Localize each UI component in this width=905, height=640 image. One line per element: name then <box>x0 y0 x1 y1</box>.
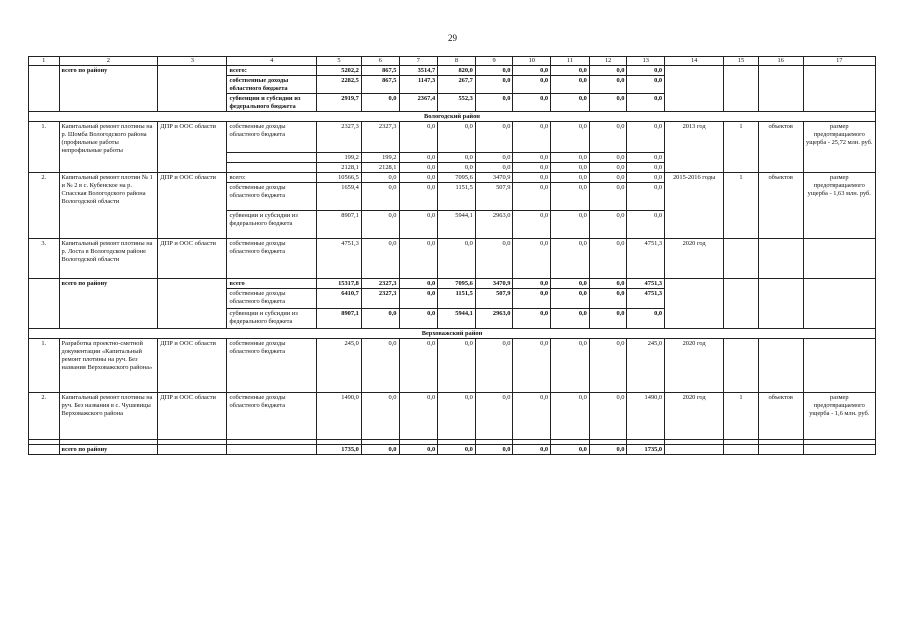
value-cell: 0,0 <box>627 153 665 163</box>
value-cell: 0,0 <box>551 309 590 329</box>
value-cell: 2327,3 <box>361 289 399 309</box>
value-cell: 0,0 <box>551 339 590 393</box>
value-cell: 15317,8 <box>317 279 362 289</box>
column-header-row <box>29 57 876 66</box>
value-cell: 0,0 <box>513 122 551 153</box>
value-cell: 0,0 <box>475 445 513 455</box>
value-cell: 1735,0 <box>317 445 362 455</box>
funding-source: субвенции и субсидии из федерального бюджета <box>227 94 317 112</box>
value-cell: 552,3 <box>438 94 476 112</box>
value-cell: 8907,1 <box>317 309 362 329</box>
value-cell: 0,0 <box>513 183 551 211</box>
value-cell: 0,0 <box>399 309 438 329</box>
value-cell: 0,0 <box>399 163 438 173</box>
executor: ДПР и ООС области <box>158 239 227 279</box>
value-cell: 2367,4 <box>399 94 438 112</box>
column-header: 8 <box>438 57 476 66</box>
value-cell: 1490,0 <box>317 393 362 440</box>
value-cell: 0,0 <box>361 445 399 455</box>
value-cell: 0,0 <box>475 94 513 112</box>
result-cell: размер предотвращаемого ущерба - 25,72 млн. руб. <box>803 122 875 173</box>
district-total-label: всего по району <box>59 279 158 329</box>
value-cell: 0,0 <box>551 94 590 112</box>
value-cell: 4751,3 <box>627 239 665 279</box>
value-cell: 0,0 <box>438 163 476 173</box>
value-cell: 10566,5 <box>317 173 362 183</box>
value-cell: 0,0 <box>438 239 476 279</box>
value-cell: 0,0 <box>589 279 627 289</box>
value-cell: 0,0 <box>589 445 627 455</box>
value-cell: 0,0 <box>513 173 551 183</box>
activity-name: Капитальный ремонт плотины на р. Шомба Вологодского района (профильные работы непрофильные работы <box>59 122 158 173</box>
activity-name: Капитальный ремонт плотин № 1 и № 2 в с. Кубенское на р. Спасская Вологодского района Вологодской области <box>59 173 158 239</box>
value-cell: 0,0 <box>627 163 665 173</box>
value-cell: 0,0 <box>475 163 513 173</box>
value-cell: 0,0 <box>361 183 399 211</box>
column-header: 11 <box>551 57 590 66</box>
column-header: 9 <box>475 57 513 66</box>
value-cell: 0,0 <box>399 239 438 279</box>
value-cell: 0,0 <box>589 309 627 329</box>
value-cell: 0,0 <box>627 76 665 94</box>
value-cell: 0,0 <box>438 153 476 163</box>
year-cell: 2020 год <box>665 239 724 279</box>
value-cell: 0,0 <box>627 183 665 211</box>
value-cell: 2327,3 <box>361 122 399 153</box>
section-title: Верховажский район <box>29 329 876 339</box>
activity-name: Капитальный ремонт плотины на р. Лоста в Вологодском районе Вологодской области <box>59 239 158 279</box>
value-cell: 0,0 <box>627 309 665 329</box>
value-cell: 0,0 <box>589 76 627 94</box>
value-cell: 0,0 <box>589 239 627 279</box>
value-cell: 0,0 <box>475 239 513 279</box>
value-cell: 0,0 <box>551 153 590 163</box>
value-cell: 2327,3 <box>361 279 399 289</box>
activity-name: Разработка проектно-сметной документации «Капитальный ремонт плотины на руч. Без названия Верховажского района» <box>59 339 158 393</box>
executor: ДПР и ООС области <box>158 173 227 239</box>
value-cell: 867,5 <box>361 76 399 94</box>
value-cell: 0,0 <box>399 211 438 239</box>
value-cell: 0,0 <box>513 153 551 163</box>
value-cell: 0,0 <box>551 76 590 94</box>
value-cell: 0,0 <box>551 239 590 279</box>
column-header: 10 <box>513 57 551 66</box>
column-header: 4 <box>227 57 317 66</box>
funding-source: субвенции и субсидии из федерального бюджета <box>227 211 317 239</box>
value-cell: 0,0 <box>399 122 438 153</box>
value-cell: 0,0 <box>438 445 476 455</box>
value-cell: 2327,3 <box>317 122 362 153</box>
value-cell: 4751,3 <box>627 289 665 309</box>
column-header: 14 <box>665 57 724 66</box>
value-cell: 0,0 <box>399 393 438 440</box>
value-cell: 0,0 <box>551 211 590 239</box>
value-cell: 0,0 <box>361 211 399 239</box>
value-cell: 0,0 <box>551 279 590 289</box>
value-cell: 820,0 <box>438 66 476 76</box>
value-cell: 0,0 <box>475 153 513 163</box>
value-cell: 0,0 <box>513 163 551 173</box>
year-cell: 2015-2016 годы <box>665 173 724 239</box>
executor: ДПР и ООС области <box>158 339 227 393</box>
row-number: 2. <box>29 393 60 440</box>
value-cell: 5944,1 <box>438 211 476 239</box>
value-cell: 4751,3 <box>627 279 665 289</box>
value-cell: 0,0 <box>513 239 551 279</box>
activity-name: Капитальный ремонт плотины на руч. Без названия в с. Чушевицы Верховажского района <box>59 393 158 440</box>
table-row <box>29 66 876 76</box>
value-cell: 0,0 <box>475 66 513 76</box>
value-cell: 0,0 <box>551 163 590 173</box>
value-cell: 0,0 <box>361 94 399 112</box>
value-cell: 0,0 <box>513 66 551 76</box>
funding-source: собственные доходы областного бюджета <box>227 339 317 393</box>
value-cell: 0,0 <box>513 393 551 440</box>
value-cell: 0,0 <box>361 173 399 183</box>
column-header: 6 <box>361 57 399 66</box>
row-number: 2. <box>29 173 60 239</box>
value-cell: 0,0 <box>513 339 551 393</box>
value-cell: 0,0 <box>513 94 551 112</box>
count-cell: 1 <box>724 122 759 173</box>
value-cell: 0,0 <box>589 122 627 153</box>
value-cell: 0,0 <box>589 211 627 239</box>
value-cell: 0,0 <box>551 122 590 153</box>
value-cell: 2919,7 <box>317 94 362 112</box>
funding-source: собственные доходы областного бюджета <box>227 289 317 309</box>
section-header-row <box>29 112 876 122</box>
value-cell: 0,0 <box>438 339 476 393</box>
value-cell: 5202,2 <box>317 66 362 76</box>
value-cell: 2963,0 <box>475 309 513 329</box>
column-header: 12 <box>589 57 627 66</box>
table-row <box>29 339 876 393</box>
count-cell: 1 <box>724 393 759 440</box>
row-number: 1. <box>29 339 60 393</box>
value-cell: 0,0 <box>399 289 438 309</box>
table-row <box>29 239 876 279</box>
value-cell: 507,9 <box>475 289 513 309</box>
funding-source: собственные доходы областного бюджета <box>227 393 317 440</box>
table-row <box>29 173 876 183</box>
funding-source: всего: <box>227 173 317 183</box>
value-cell: 8907,1 <box>317 211 362 239</box>
value-cell: 2282,5 <box>317 76 362 94</box>
year-cell: 2020 год <box>665 393 724 440</box>
value-cell: 0,0 <box>513 76 551 94</box>
value-cell: 6410,7 <box>317 289 362 309</box>
value-cell: 0,0 <box>399 183 438 211</box>
column-header: 16 <box>758 57 803 66</box>
funding-source: субвенции и субсидии из федерального бюджета <box>227 309 317 329</box>
result-cell: размер предотвращаемого ущерба - 1,63 млн. руб. <box>803 173 875 239</box>
value-cell: 0,0 <box>551 183 590 211</box>
value-cell: 0,0 <box>589 94 627 112</box>
value-cell: 0,0 <box>361 393 399 440</box>
section-title: Вологодский район <box>29 112 876 122</box>
value-cell: 267,7 <box>438 76 476 94</box>
unit-cell: объектов <box>758 122 803 173</box>
value-cell: 0,0 <box>627 173 665 183</box>
value-cell: 0,0 <box>399 173 438 183</box>
value-cell: 199,2 <box>361 153 399 163</box>
year-cell: 2013 год <box>665 122 724 173</box>
executor: ДПР и ООС области <box>158 393 227 440</box>
funding-source: собственные доходы областного бюджета <box>227 239 317 279</box>
value-cell: 0,0 <box>475 393 513 440</box>
column-header: 13 <box>627 57 665 66</box>
executor: ДПР и ООС области <box>158 122 227 173</box>
value-cell: 0,0 <box>551 445 590 455</box>
value-cell: 2128,1 <box>317 163 362 173</box>
value-cell: 7095,6 <box>438 173 476 183</box>
value-cell: 0,0 <box>361 339 399 393</box>
value-cell: 0,0 <box>589 339 627 393</box>
value-cell: 0,0 <box>399 445 438 455</box>
value-cell: 1490,0 <box>627 393 665 440</box>
value-cell: 0,0 <box>627 94 665 112</box>
value-cell: 0,0 <box>513 211 551 239</box>
value-cell: 1147,3 <box>399 76 438 94</box>
value-cell: 0,0 <box>475 339 513 393</box>
result-cell: размер предотвращаемого ущерба - 1,6 млн. руб. <box>803 393 875 440</box>
value-cell: 245,0 <box>627 339 665 393</box>
value-cell: 0,0 <box>513 445 551 455</box>
funding-source: собственные доходы областного бюджета <box>227 122 317 153</box>
value-cell: 0,0 <box>589 289 627 309</box>
table-row <box>29 393 876 440</box>
value-cell: 2128,1 <box>361 163 399 173</box>
funding-source: всего <box>227 279 317 289</box>
value-cell: 3470,9 <box>475 173 513 183</box>
value-cell: 1735,0 <box>627 445 665 455</box>
district-total-label: всего по району <box>59 445 158 455</box>
value-cell: 0,0 <box>513 309 551 329</box>
program-table <box>28 56 876 455</box>
column-header: 7 <box>399 57 438 66</box>
value-cell: 0,0 <box>551 66 590 76</box>
value-cell: 4751,3 <box>317 239 362 279</box>
column-header: 3 <box>158 57 227 66</box>
value-cell: 2963,0 <box>475 211 513 239</box>
value-cell: 0,0 <box>361 239 399 279</box>
funding-source: собственные доходы областного бюджета <box>227 183 317 211</box>
value-cell: 5944,1 <box>438 309 476 329</box>
value-cell: 1659,4 <box>317 183 362 211</box>
value-cell: 0,0 <box>589 66 627 76</box>
value-cell: 0,0 <box>551 173 590 183</box>
value-cell: 867,5 <box>361 66 399 76</box>
funding-source: собственные доходы областного бюджета <box>227 76 317 94</box>
value-cell: 0,0 <box>438 122 476 153</box>
value-cell: 245,0 <box>317 339 362 393</box>
value-cell: 0,0 <box>551 393 590 440</box>
value-cell: 0,0 <box>589 173 627 183</box>
value-cell: 1151,5 <box>438 289 476 309</box>
value-cell: 0,0 <box>399 279 438 289</box>
row-number: 1. <box>29 122 60 173</box>
value-cell: 0,0 <box>475 76 513 94</box>
value-cell: 7095,6 <box>438 279 476 289</box>
value-cell: 0,0 <box>513 289 551 309</box>
row-number: 3. <box>29 239 60 279</box>
value-cell: 0,0 <box>627 122 665 153</box>
table-row <box>29 122 876 153</box>
value-cell: 3470,9 <box>475 279 513 289</box>
value-cell: 1151,5 <box>438 183 476 211</box>
page-number: 29 <box>448 33 457 43</box>
column-header: 1 <box>29 57 60 66</box>
value-cell: 0,0 <box>551 289 590 309</box>
value-cell: 0,0 <box>627 66 665 76</box>
value-cell: 0,0 <box>589 393 627 440</box>
unit-cell: объектов <box>758 173 803 239</box>
column-header: 15 <box>724 57 759 66</box>
column-header: 5 <box>317 57 362 66</box>
value-cell: 199,2 <box>317 153 362 163</box>
column-header: 17 <box>803 57 875 66</box>
value-cell: 0,0 <box>399 339 438 393</box>
value-cell: 0,0 <box>589 163 627 173</box>
column-header: 2 <box>59 57 158 66</box>
funding-source: всего: <box>227 66 317 76</box>
value-cell: 0,0 <box>589 183 627 211</box>
value-cell: 0,0 <box>438 393 476 440</box>
year-cell: 2020 год <box>665 339 724 393</box>
table-row <box>29 445 876 455</box>
value-cell: 0,0 <box>399 153 438 163</box>
value-cell: 0,0 <box>475 122 513 153</box>
value-cell: 507,9 <box>475 183 513 211</box>
value-cell: 0,0 <box>589 153 627 163</box>
value-cell: 3514,7 <box>399 66 438 76</box>
value-cell: 0,0 <box>513 279 551 289</box>
value-cell: 0,0 <box>627 211 665 239</box>
section-header-row <box>29 329 876 339</box>
count-cell: 1 <box>724 173 759 239</box>
table-row <box>29 279 876 289</box>
value-cell: 0,0 <box>361 309 399 329</box>
district-total-label: всего по району <box>59 66 158 112</box>
unit-cell: объектов <box>758 393 803 440</box>
